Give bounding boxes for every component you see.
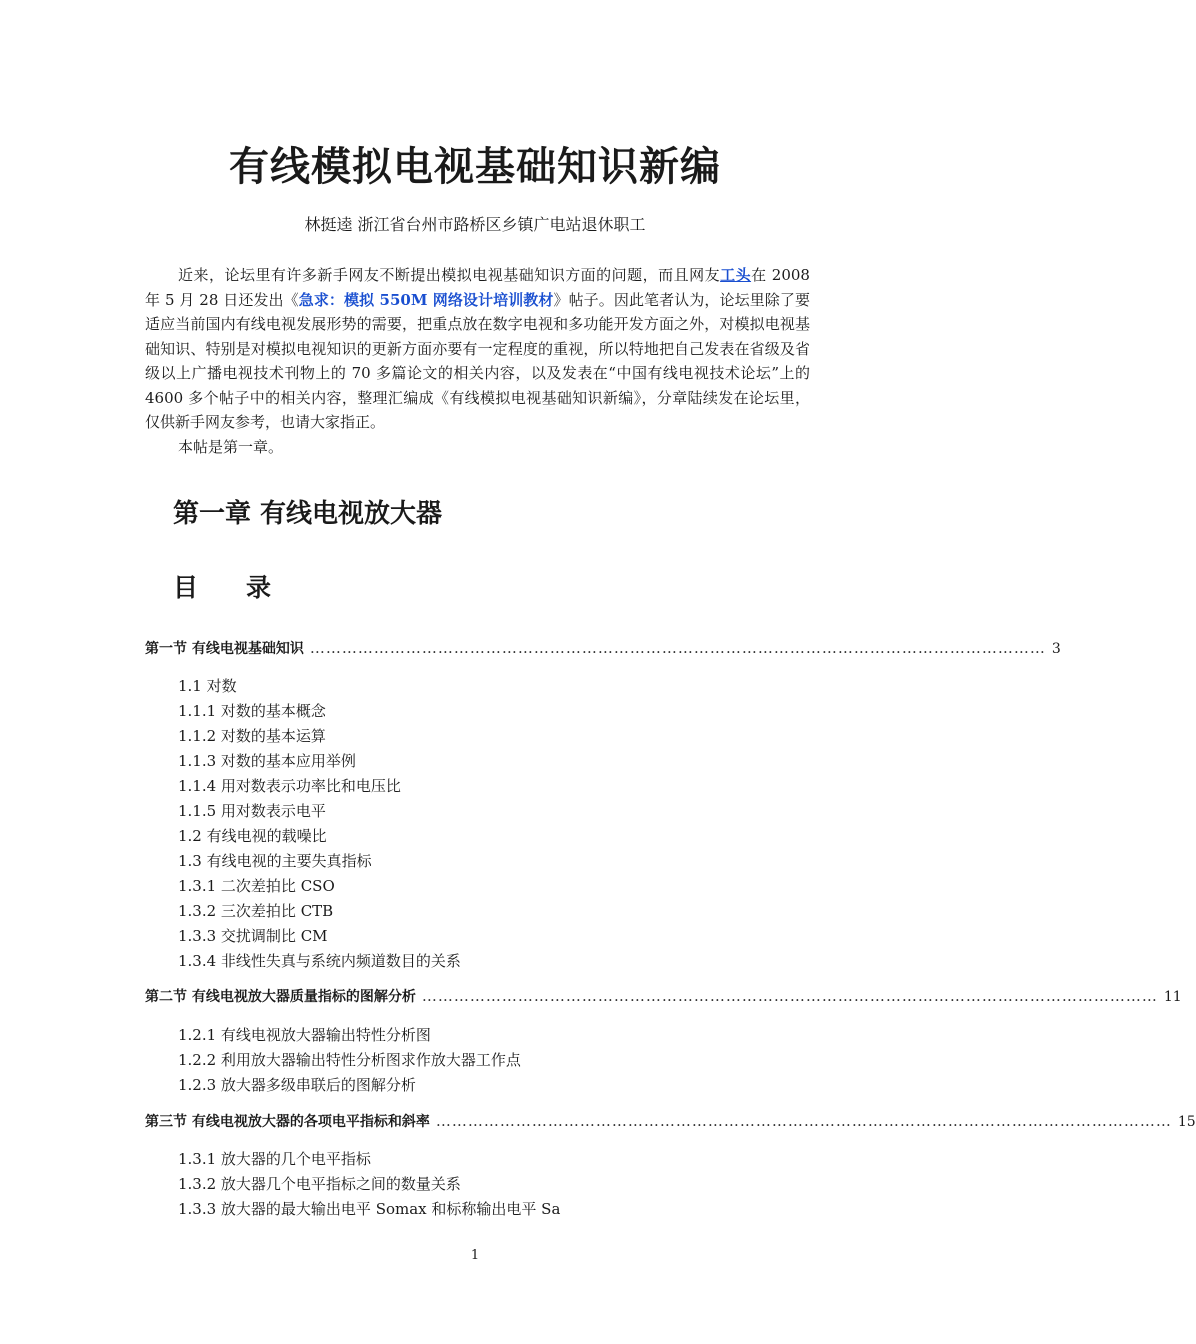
toc-item[interactable]: 1.3.2 放大器几个电平指标之间的数量关系 (178, 1175, 461, 1193)
toc-item[interactable]: 1.3.4 非线性失真与系统内频道数目的关系 (178, 952, 461, 970)
toc-section-2[interactable] (145, 986, 1182, 1006)
toc-leader-dots: ………………………………………………………………………………………………………………………… (435, 1112, 1172, 1130)
toc-heading (173, 568, 271, 604)
toc-section-label: 第三节 有线电视放大器的各项电平指标和斜率 (145, 1114, 430, 1130)
toc-item[interactable]: 1.1.5 用对数表示电平 (178, 802, 326, 820)
intro-part3: 》帖子。因此笔者认为，论坛里除了要适应当前国内有线电视发展形势的需要，把重点放在数字电视和多功能开发方面之外，对模拟电视基础知识、特别是对模拟电视知识的更新方面亦要有一定程度的重视，所以特地把自己发表在省级及省级以上广播电视技术刊物上的 70 多篇论文的相关内容，以及发表在“中国有线电视技术论坛”上的 4600 多个帖子中的相关内容，整理汇编成《有线模拟电视基础知识新编》，分章陆续发在论坛里，仅供新手网友参考，也请大家指正。 (145, 290, 810, 431)
toc-leader-dots: ………………………………………………………………………………………………………………………… (421, 987, 1158, 1005)
intro-part1: 近来，论坛里有许多新手网友不断提出模拟电视基础知识方面的问题，而且网友 (178, 266, 721, 284)
user-link[interactable]: 工头 (720, 266, 752, 284)
toc-item[interactable]: 1.2.3 放大器多级串联后的图解分析 (178, 1076, 416, 1094)
chapter-heading: 第一章 有线电视放大器 (173, 499, 443, 529)
toc-item[interactable]: 1.3.3 放大器的最大输出电平 Somax 和标称输出电平 Sa (178, 1200, 561, 1218)
toc-section-label: 第一节 有线电视基础知识 (145, 641, 304, 657)
toc-item[interactable]: 1.1.4 用对数表示功率比和电压比 (178, 777, 401, 795)
intro-part2: 在 2008 年 5 月 28 日还发出《 (145, 266, 810, 309)
toc-item[interactable]: 1.3.1 二次差拍比 CSO (178, 877, 335, 895)
toc-item[interactable]: 1.1.2 对数的基本运算 (178, 727, 326, 745)
document-title: 有线模拟电视基础知识新编 (229, 144, 721, 190)
intro-paragraph (145, 263, 810, 435)
author-line: 林挺逵 浙江省台州市路桥区乡镇广电站退休职工 (304, 215, 646, 234)
post-link[interactable]: 急求：模拟 550M 网络设计培训教材 (298, 290, 554, 309)
toc-leader-dots: ………………………………………………………………………………………………………………………… (309, 639, 1046, 657)
toc-section-label: 第二节 有线电视放大器质量指标的图解分析 (145, 989, 416, 1005)
toc-item[interactable]: 1.3 有线电视的主要失真指标 (178, 852, 372, 870)
intro-line2: 本帖是第一章。 (178, 437, 284, 456)
toc-item[interactable]: 1.3.2 三次差拍比 CTB (178, 902, 334, 920)
toc-heading-char-2: 录 (246, 573, 272, 602)
toc-item[interactable]: 1.1 对数 (178, 677, 237, 695)
toc-item[interactable]: 1.3.3 交扰调制比 CM (178, 927, 328, 945)
toc-page-number: 11 (1163, 989, 1182, 1005)
toc-item[interactable]: 1.1.1 对数的基本概念 (178, 702, 326, 720)
intro-text (145, 263, 810, 459)
toc-item[interactable]: 1.2 有线电视的载噪比 (178, 827, 327, 845)
toc-heading-char-1: 目 (173, 573, 199, 602)
toc-section-3[interactable] (145, 1111, 1196, 1131)
toc-item[interactable]: 1.1.3 对数的基本应用举例 (178, 752, 356, 770)
toc-page-number: 3 (1051, 641, 1061, 657)
page-number: 1 (470, 1248, 480, 1263)
toc-item[interactable]: 1.2.1 有线电视放大器输出特性分析图 (178, 1026, 431, 1044)
toc-section-1[interactable] (145, 638, 1061, 658)
toc-item[interactable]: 1.2.2 利用放大器输出特性分析图求作放大器工作点 (178, 1051, 521, 1069)
toc-item[interactable]: 1.3.1 放大器的几个电平指标 (178, 1150, 371, 1168)
toc-page-number: 15 (1177, 1114, 1196, 1130)
